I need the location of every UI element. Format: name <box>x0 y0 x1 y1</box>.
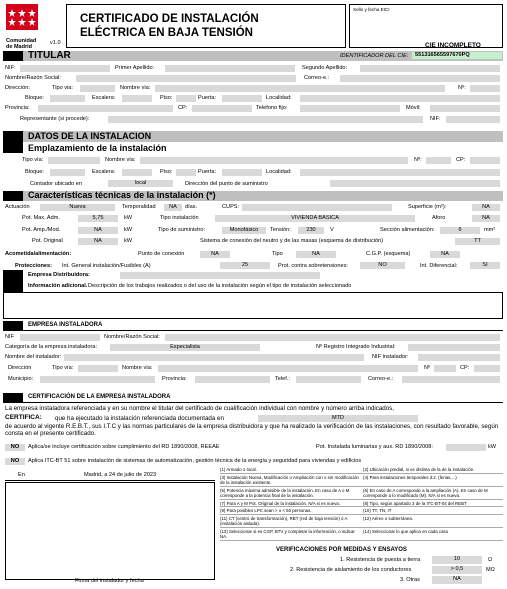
tipo-label: Tipo <box>272 251 283 257</box>
emp-municipio-field[interactable] <box>40 376 155 383</box>
emp-nombre-via-label: Nombre vía: <box>122 365 153 371</box>
nombre-field[interactable] <box>76 75 296 82</box>
empresa-heading: EMPRESA INSTALADORA <box>28 322 103 328</box>
section-marker <box>3 131 23 153</box>
signature-box[interactable] <box>5 482 215 580</box>
emp-categoria-label: Categoría de la empresa instaladora: <box>5 344 98 350</box>
inst-piso-label: Piso: <box>160 169 173 175</box>
nombre-label: Nombre/Razón Social: <box>5 75 61 81</box>
reeae-text: Aplica/se incluye certificación sobre cumplimiento del RD 1890/2008, REEAE <box>28 444 220 450</box>
verif-row-unit: Ω <box>488 557 493 563</box>
section-marker <box>3 321 23 330</box>
cie-id-label: IDENTIFICADOR DEL CIE: <box>340 53 409 59</box>
seccion-field[interactable]: 6 <box>440 227 480 234</box>
bloque-label: Bloque: <box>25 95 44 101</box>
emp-nombre-via-field[interactable] <box>158 365 418 372</box>
reeae-select[interactable]: NO <box>5 444 25 451</box>
nombre-instalador-label: Nombre del instalador: <box>5 354 62 360</box>
version: v1.0 <box>50 40 61 46</box>
itc-bt51-text: Aplica ITC-BT 51 sobre instalación de sistemas de automatización, gestión técnica de la energía y seguridad para viviendas y edificios <box>28 458 362 464</box>
inst-puerta-field[interactable] <box>222 169 262 176</box>
int-diferencial-label: Int. Diferencial: <box>420 263 458 269</box>
representante-label: Representante (si procede): <box>20 116 90 122</box>
note-3: (3) Instalación Nueva, Modificación o Ampliación con o sin modificación de la instalación existente. <box>220 475 363 487</box>
seccion-label: Sección alimentación: <box>380 227 435 233</box>
note-9: (9) Para posibles LPC sean > o < 50 personas. <box>220 508 363 515</box>
certifica-label: CERTIFICA: <box>5 414 42 421</box>
pot-original-label: Pot. Original <box>32 238 63 244</box>
emp-cp-label: CP: <box>460 365 470 371</box>
segundo-apellido-label: Segundo Apellido: <box>302 65 348 71</box>
inst-cp-label: CP: <box>456 157 466 163</box>
inst-tipo-via-label: Tipo vía: <box>22 157 44 163</box>
verif-row-unit: MΩ <box>486 567 495 573</box>
mm2-unit: mm² <box>484 227 496 233</box>
inst-puerta-label: Puerta: <box>198 169 217 175</box>
tension-field[interactable]: 230 <box>298 227 324 234</box>
emp-municipio-label: Municipio: <box>8 376 34 382</box>
firma-label: Firma del instalador y fecha <box>75 578 144 584</box>
pot-lum-field[interactable] <box>446 444 486 451</box>
empresa-distribuidora-label: Empresa Distribuidora: <box>28 272 90 278</box>
int-diferencial-field[interactable]: SI <box>470 262 500 269</box>
nif-instalador-label: NIF instalador: <box>372 354 409 360</box>
note-4: (4) Para instalaciones temporales d.2. (ferias,...) <box>363 475 503 487</box>
tipo-instalacion-field[interactable]: VIVIENDA BÁSICA <box>215 215 415 222</box>
inst-bloque-label: Bloque: <box>25 169 44 175</box>
nif-instalador-field[interactable] <box>418 354 500 361</box>
certifica-text: que ha ejecutado la instalación referenciada documentada en <box>55 415 224 422</box>
superficie-label: Superficie (m²): <box>408 204 447 210</box>
tipo-instalacion-label: Tipo instalación <box>160 215 199 221</box>
emp-num-label: Nº <box>424 365 431 371</box>
pot-max-field[interactable]: 5,75 <box>78 215 118 222</box>
emp-registro-field[interactable] <box>408 344 500 351</box>
puerta-field[interactable] <box>222 95 262 102</box>
temporalidad-label: Temporalidad <box>122 204 156 210</box>
certificacion-heading: CERTIFICACIÓN DE LA EMPRESA INSTALADORA <box>28 394 171 400</box>
num-field[interactable] <box>470 85 500 92</box>
mtd-field[interactable]: MTD <box>258 415 418 422</box>
inst-tipo-via-field[interactable] <box>48 157 100 164</box>
inst-bloque-field[interactable] <box>50 169 85 176</box>
note-14: (14) Seleccionar lo que aplica en cada caso <box>363 529 503 541</box>
page-title: CERTIFICADO DE INSTALACIÓN ELÉCTRICA EN BAJA TENSIÓN <box>80 13 259 39</box>
provincia-label: Provincia: <box>5 105 30 111</box>
bloque-field[interactable] <box>50 95 85 102</box>
int-general-label: Int. General instalación/Fusibles (A) <box>62 263 151 269</box>
section-marker <box>3 270 23 292</box>
cups-label: CUPS: <box>222 204 240 210</box>
nif-representante-label: NIF: <box>430 116 441 122</box>
info-adicional-label: Información adicional. <box>28 283 88 289</box>
note-1: (1) Armado o local. <box>220 467 363 474</box>
section-marker <box>3 51 23 61</box>
de-acuerdo-text: de acuerdo al vigente R.E.B.T., sus I.T.C y las normas particulares de la empresa distribuidora y que ha realizado la verificación de las instalaciones, con resultado favorable, según consta en el presente certificado. <box>5 423 499 437</box>
localidad-field[interactable] <box>300 95 500 102</box>
int-general-field[interactable]: 25 <box>220 262 270 269</box>
prot-sobretensiones-field[interactable]: NO <box>360 262 405 269</box>
emp-cp-field[interactable] <box>474 365 500 372</box>
inst-localidad-field[interactable] <box>300 169 500 176</box>
v-unit: V <box>330 227 334 233</box>
pot-max-label: Pot. Max. Adm. <box>22 215 60 221</box>
emp-nif-field[interactable] <box>20 334 100 341</box>
tension-label: Tensión: <box>270 227 291 233</box>
inst-localidad-label: Localidad: <box>266 169 292 175</box>
emp-categoria-field[interactable]: Especialista <box>110 344 260 351</box>
localidad-label: Localidad: <box>266 95 292 101</box>
fecha-text: Madrid, a 24 de julio de 2023 <box>84 472 157 478</box>
cups-field[interactable] <box>242 204 392 211</box>
cgp-field[interactable]: NA <box>430 251 460 258</box>
inst-nombre-via-label: Nombre vía: <box>105 157 136 163</box>
inst-escalera-field[interactable] <box>122 169 152 176</box>
nombre-via-label: Nombre vía: <box>120 85 151 91</box>
superficie-field[interactable]: NA <box>472 204 500 211</box>
verif-row-label: 2. Resistencia de aislamiento de los conductores <box>290 567 412 573</box>
divider <box>3 330 503 331</box>
inst-piso-field[interactable] <box>176 169 196 176</box>
emp-correo-field[interactable] <box>402 376 500 383</box>
movil-label: Móvil: <box>406 105 421 111</box>
tecnicas-heading: Características técnicas de la instalación (*) <box>28 190 216 200</box>
note-8: (8) Tipo, según apartado 3 de la ITC-BT-04 del REBT <box>363 501 503 508</box>
nombre-instalador-field[interactable] <box>64 354 364 361</box>
kw-unit: kW <box>124 215 133 221</box>
divider <box>5 480 215 481</box>
sistema-label: Sistema de conexión del neutro y de las masas (esquema de distribución) <box>200 238 384 244</box>
tipo-suministro-field[interactable]: Monofásico <box>222 227 266 234</box>
info-adicional-text: Descripción de los trabajos realizados o del uso de la instalación según el tipo de instalación seleccionado <box>88 283 352 289</box>
cp-field[interactable] <box>192 105 252 112</box>
emp-telef-field[interactable] <box>296 376 361 383</box>
logo-line1: Comunidad <box>6 38 37 44</box>
escalera-field[interactable] <box>122 95 152 102</box>
note-5: (5) Potencia máxima admisible de la instalación. En caso de A o M corresponde a la potencia final de la instalación. <box>220 488 363 500</box>
pot-amp-field[interactable]: NA <box>78 227 118 234</box>
pot-lum-label: Pot. Instalada luminarias y aux. RD 1890/2008: <box>316 444 433 450</box>
piso-label: Piso: <box>160 95 173 101</box>
verificaciones-heading: VERIFICACIONES POR MEDIDAS Y ENSAYOS <box>276 547 407 553</box>
region-logo <box>6 4 38 40</box>
note-10: (10) TT, TN, IT <box>363 508 503 515</box>
inst-nombre-via-field[interactable] <box>140 157 408 164</box>
punto-conexion-field[interactable]: NA <box>200 251 230 258</box>
note-2: (2) Ubicación predial, si es distinta de la de la instalación. <box>363 467 503 474</box>
stars-logo-icon <box>6 4 38 30</box>
temporalidad-field[interactable]: NA <box>164 204 182 211</box>
num-label: Nº: <box>458 85 466 91</box>
contador-label: Contador ubicado en <box>30 181 82 187</box>
emp-telef-label: Telef.: <box>275 376 290 382</box>
sistema-field[interactable]: TT <box>455 238 500 245</box>
contador-field[interactable]: local <box>108 180 173 187</box>
protecciones-label: Protecciones: <box>15 263 52 269</box>
emp-provincia-field[interactable] <box>195 376 270 383</box>
certificacion-intro: La empresa instaladora referenciada y en su nombre el titular del certificado de cualificación individual con nombre y número arriba indicados, <box>5 405 394 412</box>
inst-num-label: Nº: <box>414 157 422 163</box>
inst-escalera-label: Escalera: <box>92 169 116 175</box>
dias-label: días. <box>185 204 198 210</box>
en-label: En <box>18 472 25 478</box>
divider <box>3 402 503 403</box>
puerta-label: Puerta: <box>198 95 217 101</box>
pot-lum-unit: kW <box>488 444 497 450</box>
direccion-suministro-field[interactable] <box>330 180 500 187</box>
empresa-distribuidora-field[interactable] <box>120 272 320 279</box>
punto-conexion-label: Punto de conexión <box>138 251 185 257</box>
inst-cp-field[interactable] <box>470 157 500 164</box>
escalera-label: Escalera: <box>92 95 116 101</box>
segundo-apellido-field[interactable] <box>360 65 500 72</box>
emp-tipo-via-label: Tipo vía: <box>52 365 74 371</box>
itc-bt51-select[interactable]: NO <box>5 458 25 465</box>
verif-row-value[interactable]: > 0,5 <box>432 566 482 574</box>
primer-apellido-field[interactable] <box>165 65 295 72</box>
notes-grid <box>220 467 503 541</box>
nif-representante-field[interactable] <box>446 116 500 123</box>
logo-line2: de Madrid <box>6 44 32 50</box>
emp-registro-label: Nº Registro Integrado Industrial: <box>316 344 396 350</box>
note-12: (12) Aéreo o subterránea. <box>363 516 503 528</box>
emp-num-field[interactable] <box>434 365 456 372</box>
actuacion-field[interactable]: Nueva <box>40 204 115 211</box>
aforo-label: Aforo <box>432 215 446 221</box>
section-marker <box>3 191 23 201</box>
emp-correo-label: Correo-e.: <box>368 376 394 382</box>
verif-row-label: 3. Otras <box>400 577 420 583</box>
inst-num-field[interactable] <box>426 157 451 164</box>
datos-heading: DATOS DE LA INSTALACION <box>28 131 152 141</box>
stamp-label: Sello y fecha EICI <box>353 7 390 12</box>
verif-row-value[interactable]: NA <box>432 576 482 584</box>
note-7: (7) Para A y M Pot. Original de la instalación. N/A si es nueva. <box>220 501 363 508</box>
cgp-label: C.G.P. (esquema) <box>366 251 411 257</box>
emp-direccion-label: Dirección <box>8 365 32 371</box>
telefono-field[interactable] <box>300 105 400 112</box>
prot-sobretensiones-label: Prot. contra sobretensiones: <box>278 263 348 269</box>
tipo-field[interactable]: NA <box>296 251 336 258</box>
direccion-label: Dirección: <box>5 85 30 91</box>
titular-heading: TITULAR <box>28 50 71 61</box>
correo-label: Correo-e.: <box>304 75 330 81</box>
actuacion-label: Actuación <box>5 204 30 210</box>
provincia-field[interactable] <box>38 105 173 112</box>
nif-field[interactable] <box>20 65 110 72</box>
nombre-via-field[interactable] <box>155 85 445 92</box>
kw-unit: kW <box>124 227 133 233</box>
piso-field[interactable] <box>176 95 196 102</box>
note-6: (6) En caso de A corresponde a la ampliación (A). En caso de M corresponde a lo modificado (M). N/A si es nueva. <box>363 488 503 500</box>
tipo-via-field[interactable] <box>80 85 115 92</box>
pot-original-field[interactable]: NA <box>78 238 118 245</box>
cie-id-value: 551316565597670PQ <box>412 52 502 59</box>
emp-tipo-via-field[interactable] <box>78 365 118 372</box>
movil-field[interactable] <box>430 105 500 112</box>
pot-amp-label: Pot. Amp./Mod. <box>22 227 61 233</box>
nif-label: NIF: <box>5 65 16 71</box>
direccion-suministro-label: Dirección del punto de suministro <box>185 181 268 187</box>
note-13: (13) Seleccionar si es CGP, BTV y completar la información, o indicar NA. <box>220 529 363 541</box>
emp-nif-label: NIF <box>5 334 15 340</box>
note-11: (11) CT (centro de transformación), RBT (red de baja tensión) ó A (instalación aislada). <box>220 516 363 528</box>
aforo-field[interactable]: NA <box>472 215 500 222</box>
representante-field[interactable] <box>108 116 423 123</box>
emp-nombre-label: Nombre/Razón Social: <box>104 334 160 340</box>
cp-label: CP: <box>178 105 188 111</box>
cie-status: CIE INCOMPLETO <box>425 42 481 49</box>
tipo-via-label: Tipo via: <box>52 85 73 91</box>
verif-row-label: 1. Resistencia de puesta a tierra <box>340 557 421 563</box>
tipo-suministro-label: Tipo de suministro: <box>158 227 206 233</box>
section-marker <box>3 393 23 402</box>
verif-row-value[interactable]: 10 <box>432 556 482 564</box>
emp-nombre-field[interactable] <box>165 334 500 341</box>
primer-apellido-label: Primer Apellido: <box>115 65 155 71</box>
info-adicional-box[interactable] <box>3 292 503 319</box>
telefono-label: Telefono fijo: <box>256 105 288 111</box>
acometida-label: Acometida/alimentación: <box>5 251 72 257</box>
correo-field[interactable] <box>340 75 500 82</box>
emplazamiento-heading: Emplazamiento de la instalación <box>28 143 167 153</box>
emp-provincia-label: Provincia: <box>162 376 187 382</box>
kw-unit: kW <box>124 238 133 244</box>
